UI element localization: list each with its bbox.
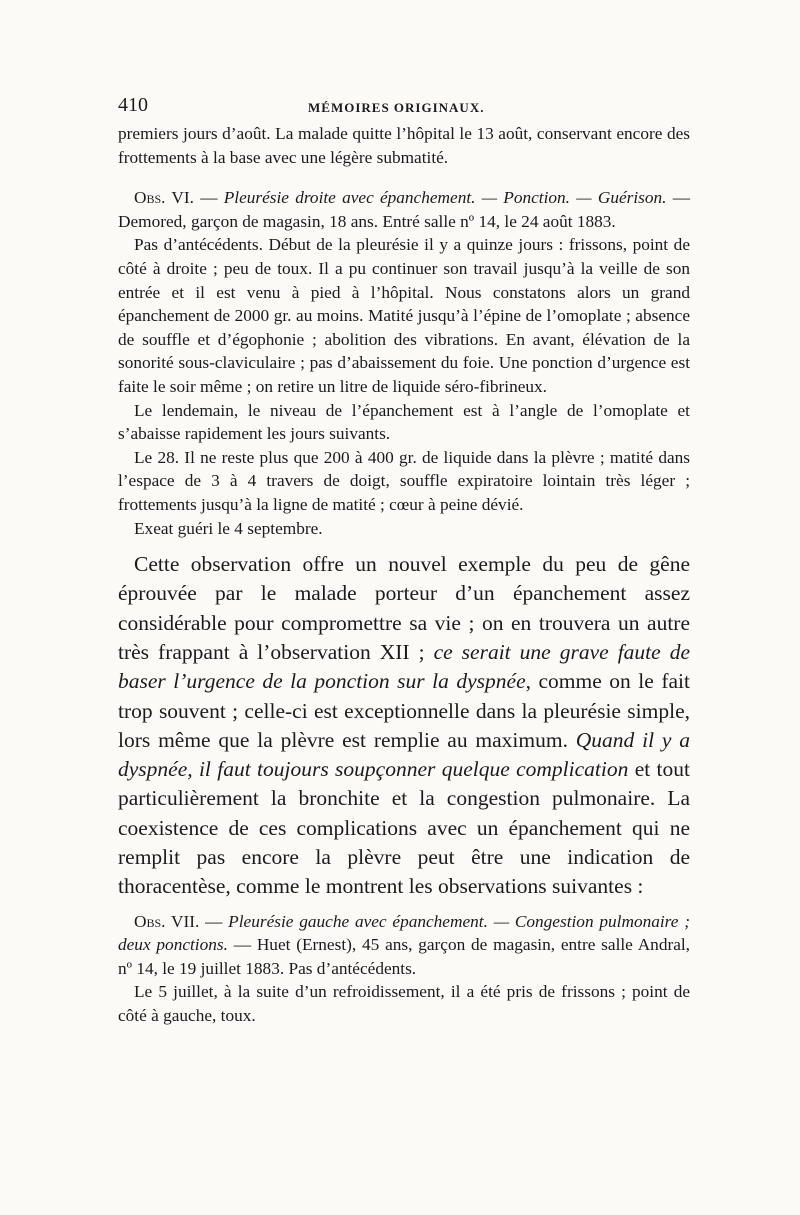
paragraph: Le 28. Il ne reste plus que 200 à 400 gr. de liquide dans la plèvre ; matité dans l’espace de 3 à 4 travers de doigt, souffle expiratoire lointain très léger ; frottements jusqu’à la ligne de matité ; cœur à peine dévié.	[118, 447, 690, 514]
page-number: 410	[118, 94, 148, 116]
obs-title: Pleurésie droite avec épanchement. — Ponction. — Guérison.	[223, 188, 667, 208]
running-head: MÉMOIRES ORIGINAUX.	[308, 100, 485, 115]
paragraph: Pas d’antécédents. Début de la pleurésie il y a quinze jours : frissons, point de côté à droite ; peu de toux. Il a pu continuer son travail jusqu’à la veille de son entrée et il est venu à pied à l’hôpital. Nous constatons alors un grand épanchement de 2000 gr. au moins. Matité jusqu’à l’épine de l’omoplate ; absence de souffle et d’égophonie ; abolition des vibrations. En avant, élévation de la sonorité sous-claviculaire ; pas d’abaissement du foie. Une ponction d’urgence est faite le soir même ; on retire un litre de liquide séro-fibrineux.	[118, 235, 690, 396]
paragraph: Le 5 juillet, à la suite d’un refroidissement, il a été pris de frissons ; point de côté à gauche, toux.	[118, 982, 690, 1026]
page-header	[118, 94, 690, 122]
obs-label: Obs. VI.	[134, 188, 194, 208]
paragraph-continuation: premiers jours d’août. La malade quitte l’hôpital le 13 août, conservant encore des frottements à la base avec une légère submatité.	[118, 124, 690, 167]
emphasis: ce serait une grave faute de baser l’urgence de la ponction sur la dyspnée	[118, 639, 690, 694]
observation-7-heading: Obs. VII. — Pleurésie gauche avec épanchement. — Congestion pulmonaire ; deux ponctions. — Huet (Ernest), 45 ans, garçon de magasin, entre salle Andral, nº 14, le 19 juillet 1883. Pas d’antécédents.	[118, 911, 691, 978]
observation-6-heading: Obs. VI. — Pleurésie droite avec épanchement. — Ponction. — Guérison. — Demored, garçon de magasin, 18 ans. Entré salle nº 14, le 24 août 1883.	[118, 188, 690, 231]
obs-patient: — Huet (Ernest), 45 ans, garçon de magasin, entre salle Andral, nº 14, le 19 juillet 1883. Pas d’antécédents.	[118, 935, 691, 978]
obs-label: Obs. VII.	[134, 911, 200, 931]
obs-title: Pleurésie gauche avec épanchement. — Congestion pulmonaire ; deux ponctions.	[118, 911, 690, 955]
paragraph: Le lendemain, le niveau de l’épanchement est à l’angle de l’omoplate et s’abaisse rapidement les jours suivants.	[118, 400, 690, 444]
paragraph: Exeat guéri le 4 septembre.	[134, 518, 323, 538]
commentary-paragraph: Cette observation offre un nouvel exemple du peu de gêne éprouvée par le malade porteur d’un épanchement assez considérable pour compromettre sa vie ; on en trouvera un autre très frappant à l’observation XII ; ce serait une grave faute de baser l’urgence de la ponction sur la dyspnée, comme on le fait trop souvent ; celle-ci est exceptionnelle dans la pleurésie simple, lors même que la plèvre est remplie au maximum. Quand il y a dyspnée, il faut toujours soupçonner quelque complication et tout particulièrement la bronchite et la congestion pulmonaire. La coexistence de ces complications avec un épanchement qui ne remplit pas encore la plèvre peut être une indication de thoracentèse, comme le montrent les observations suivantes :	[118, 552, 690, 899]
emphasis: Quand il y a dyspnée, il faut toujours soupçonner quelque complication	[118, 727, 690, 782]
book-page	[118, 94, 690, 1028]
obs-patient: — Demored, garçon de magasin, 18 ans. Entré salle nº 14, le 24 août 1883.	[118, 188, 690, 231]
